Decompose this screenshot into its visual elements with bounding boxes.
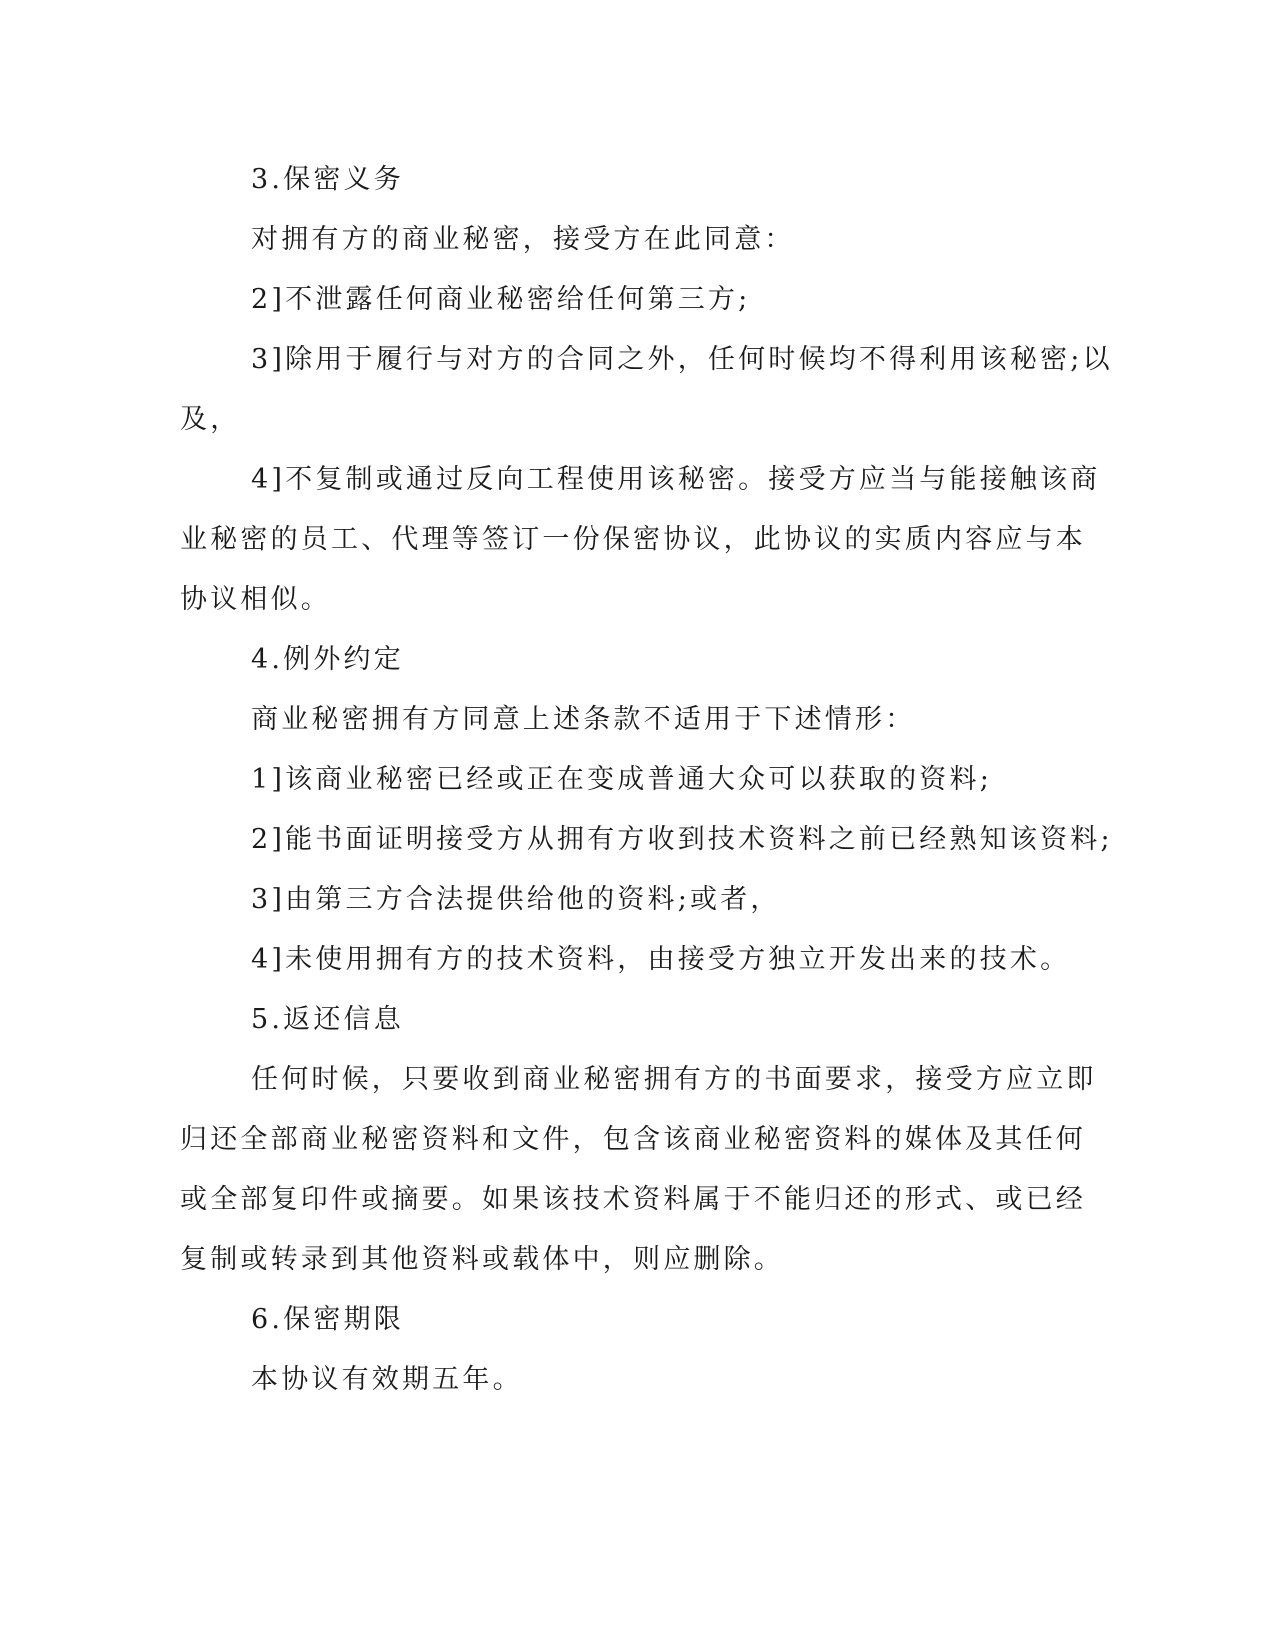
list-item: 2]能书面证明接受方从拥有方收到技术资料之前已经熟知该资料; [251,824,1113,855]
paragraph-line: 或全部复印件或摘要。如果该技术资料属于不能归还的形式、或已经 [180,1184,1086,1215]
paragraph-line: 协议相似。 [180,584,331,615]
paragraph-line: 复制或转录到其他资料或载体中，则应删除。 [180,1244,784,1275]
paragraph-line: 任何时候，只要收到商业秘密拥有方的书面要求，接受方应立即 [251,1064,1097,1095]
list-item: 1]该商业秘密已经或正在变成普通大众可以获取的资料; [251,764,993,795]
paragraph-line: 归还全部商业秘密资料和文件，包含该商业秘密资料的媒体及其任何 [180,1124,1086,1155]
list-item: 4]未使用拥有方的技术资料，由接受方独立开发出来的技术。 [251,944,1071,975]
paragraph-line: 对拥有方的商业秘密，接受方在此同意： [251,224,795,255]
document-page [180,150,1113,1410]
section-heading-term: 6.保密期限 [251,1304,404,1335]
list-item: 3]由第三方合法提供给他的资料;或者， [251,884,781,915]
section-heading-return-info: 5.返还信息 [251,1004,404,1035]
paragraph-line: 及， [180,404,241,435]
paragraph-line: 业秘密的员工、代理等签订一份保密协议，此协议的实质内容应与本 [180,524,1086,555]
section-heading-confidentiality: 3.保密义务 [251,164,404,195]
section-heading-exceptions: 4.例外约定 [251,644,404,675]
list-item: 3]除用于履行与对方的合同之外，任何时候均不得利用该秘密;以 [251,344,1113,375]
list-item: 4]不复制或通过反向工程使用该秘密。接受方应当与能接触该商 [251,464,1101,495]
list-item: 2]不泄露任何商业秘密给任何第三方; [251,284,751,315]
paragraph-line: 商业秘密拥有方同意上述条款不适用于下述情形： [251,704,916,735]
paragraph-line: 本协议有效期五年。 [251,1364,523,1395]
